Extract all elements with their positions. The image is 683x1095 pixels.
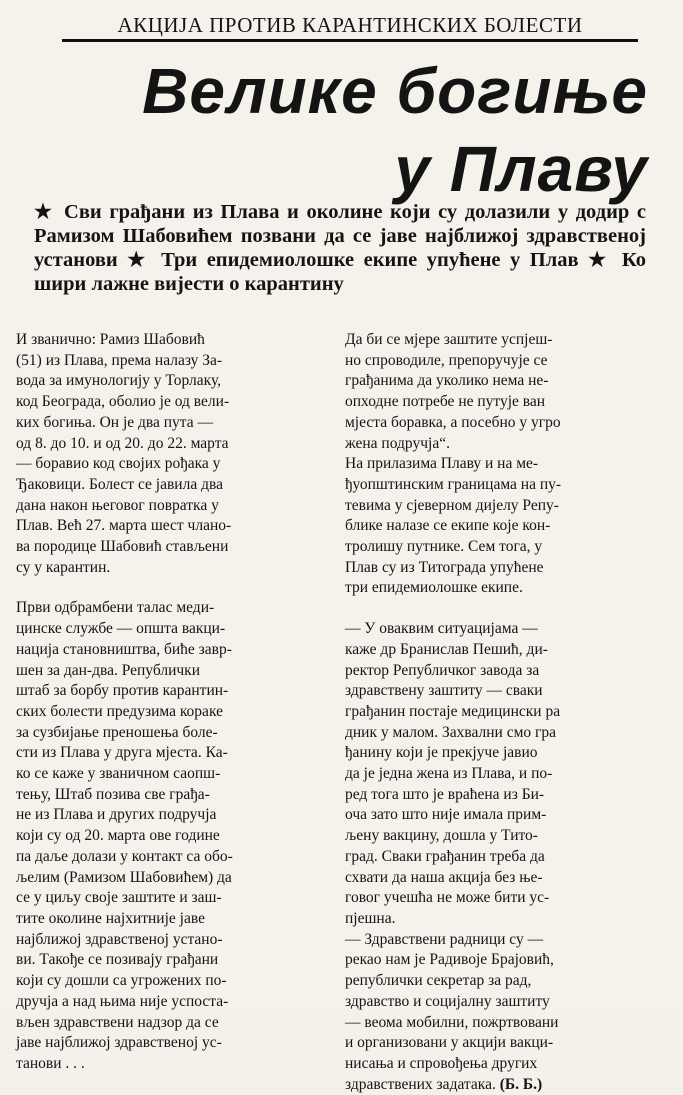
- headline-line-1: Велике богиње: [142, 55, 648, 127]
- deck-summary: [34, 200, 646, 296]
- author-signature: (Б. Б.): [495, 1075, 543, 1093]
- article-line: тролишу путнике. Сем тога, у: [345, 538, 543, 556]
- article-line: На прилазима Плаву и на ме-: [345, 455, 539, 473]
- article-line: рекао нам је Радивоје Брајовић,: [345, 951, 554, 969]
- star-icon: ★: [588, 249, 611, 271]
- article-line: жена подручја“.: [345, 434, 450, 452]
- article-line: за сузбијање преношења боле-: [16, 723, 218, 741]
- article-line: ви. Такође се позивају грађани: [16, 951, 219, 969]
- article-line: — Здравствени радници су —: [345, 930, 544, 948]
- article-line: се у циљу своје заштите и заш-: [16, 889, 222, 907]
- star-icon: ★: [34, 201, 55, 223]
- paragraph-gap: [16, 578, 340, 598]
- article-line: танови . . .: [16, 1054, 85, 1072]
- article-line: љену вакцину, дошла у Тито-: [345, 827, 538, 845]
- article-line: и организовани у акцији вакци-: [345, 1034, 554, 1052]
- headline-line-2: у Плаву: [394, 133, 648, 205]
- article-line: — веома мобилни, пожртвовани: [345, 1013, 559, 1031]
- deck-part-1: Сви грађани из Плава и околине који су долазили у додир с Рамизом Шабовићем позвани да се јаве најближој здравственој установи: [34, 201, 647, 271]
- article-line: ко се каже у званичном саопш-: [16, 765, 221, 783]
- star-icon: ★: [127, 249, 150, 271]
- headline: [40, 52, 648, 208]
- article-line: који су од 20. марта ове године: [16, 827, 220, 845]
- article-line: ских болести предузима кораке: [16, 702, 223, 720]
- article-line: вода за имунологију у Торлаку,: [16, 372, 222, 390]
- deck-part-2: Три епидемиолошке екипе упућене у Плав: [161, 249, 579, 271]
- article-line: говог учешћа не може бити ус-: [345, 889, 550, 907]
- article-line: да је једна жена из Плава, и по-: [345, 765, 553, 783]
- article-line: тевима у сјеверном дијелу Репу-: [345, 496, 559, 514]
- article-line: па даље долази у контакт са обо-: [16, 847, 233, 865]
- article-line: су у карантин.: [16, 558, 111, 576]
- article-line: оча зато што није имала прим-: [345, 806, 547, 824]
- article-line: но спроводиле, препоручује се: [345, 351, 548, 369]
- article-line: здравство и социјалну заштиту: [345, 992, 550, 1010]
- article-line: опходне потребе не путује ван: [345, 393, 546, 411]
- paragraph-gap: [345, 599, 661, 619]
- article-line: град. Сваки грађанин треба да: [345, 847, 545, 865]
- article-line: штаб за борбу против карантин-: [16, 682, 229, 700]
- article-line: каже др Бранислав Пешић, ди-: [345, 640, 548, 658]
- article-line: јаве најближој здравственој ус-: [16, 1034, 222, 1052]
- article-line: који су дошли са угрожених по-: [16, 972, 227, 990]
- article-line: Плав су из Титограда упућене: [345, 558, 544, 576]
- article-line: сти из Плава у друга мјеста. Ка-: [16, 744, 228, 762]
- article-line: шен за дан-два. Републички: [16, 661, 201, 679]
- article-line: дник у малом. Захвални смо гра: [345, 723, 556, 741]
- article-line: дана након његовог повратка у: [16, 496, 219, 514]
- article-column-right: [345, 330, 661, 1095]
- article-line: нација становништва, биће завр-: [16, 640, 232, 658]
- article-line: ђуопштинским границама на пу-: [345, 475, 562, 493]
- article-line: Први одбрамбени талас меди-: [16, 599, 215, 617]
- article-column-left: [16, 330, 340, 1075]
- article-line: вљен здравствени надзор да се: [16, 1013, 219, 1031]
- article-line: цинске службе — општа вакци-: [16, 620, 226, 638]
- article-line: ред тога што је враћена из Би-: [345, 785, 545, 803]
- article-line: мјеста боравка, а посебно у угро: [345, 413, 561, 431]
- article-line: од 8. до 10. и од 20. до 22. марта: [16, 434, 229, 452]
- article-line: пјешна.: [345, 909, 396, 927]
- article-line: ђанину који је прекјуче јавио: [345, 744, 538, 762]
- article-line: најближој здравственој устано-: [16, 930, 223, 948]
- article-line: блике налазе се екипе које кон-: [345, 517, 551, 535]
- article-line: тењу, Штаб позива све грађа-: [16, 785, 210, 803]
- article-line: ректор Републичког завода за: [345, 661, 540, 679]
- article-line: ва породице Шабовић стављени: [16, 538, 229, 556]
- article-line: здравствену заштиту — сваки: [345, 682, 543, 700]
- deck-part-3: Ко шири лажне вијести о карантину: [34, 249, 646, 295]
- article-line: ких богиња. Он је два пута —: [16, 413, 214, 431]
- article-line: (51) из Плава, према налазу За-: [16, 351, 223, 369]
- article-line: грађанима да уколико нема не-: [345, 372, 549, 390]
- article-line: Ђаковици. Болест се јавила два: [16, 475, 223, 493]
- article-line: грађанин постаје медицински ра: [345, 702, 561, 720]
- article-line: здравствених задатака. (Б. Б.): [345, 1075, 543, 1093]
- article-line: код Београда, оболио је од вели-: [16, 393, 230, 411]
- article-line: републички секретар за рад,: [345, 972, 532, 990]
- article-line: — У оваквим ситуацијама —: [345, 620, 538, 638]
- article-line: — боравио код својих рођака у: [16, 455, 221, 473]
- article-line: нисања и спровођења других: [345, 1054, 538, 1072]
- article-line: љелим (Рамизом Шабовићем) да: [16, 868, 232, 886]
- article-line: И званично: Рамиз Шабовић: [16, 331, 205, 348]
- article-line: не из Плава и других подручја: [16, 806, 217, 824]
- article-line: тите околине најхитније јаве: [16, 909, 205, 927]
- article-line: схвати да наша акција без ње-: [345, 868, 543, 886]
- article-line: Да би се мјере заштите успјеш-: [345, 331, 553, 348]
- article-line: Плав. Већ 27. марта шест члано-: [16, 517, 232, 535]
- article-line: дручја а над њима није успоста-: [16, 992, 229, 1010]
- article-line: три епидемиолошке екипе.: [345, 579, 523, 597]
- section-kicker: АКЦИЈА ПРОТИВ КАРАНТИНСКИХ БОЛЕСТИ: [62, 12, 638, 42]
